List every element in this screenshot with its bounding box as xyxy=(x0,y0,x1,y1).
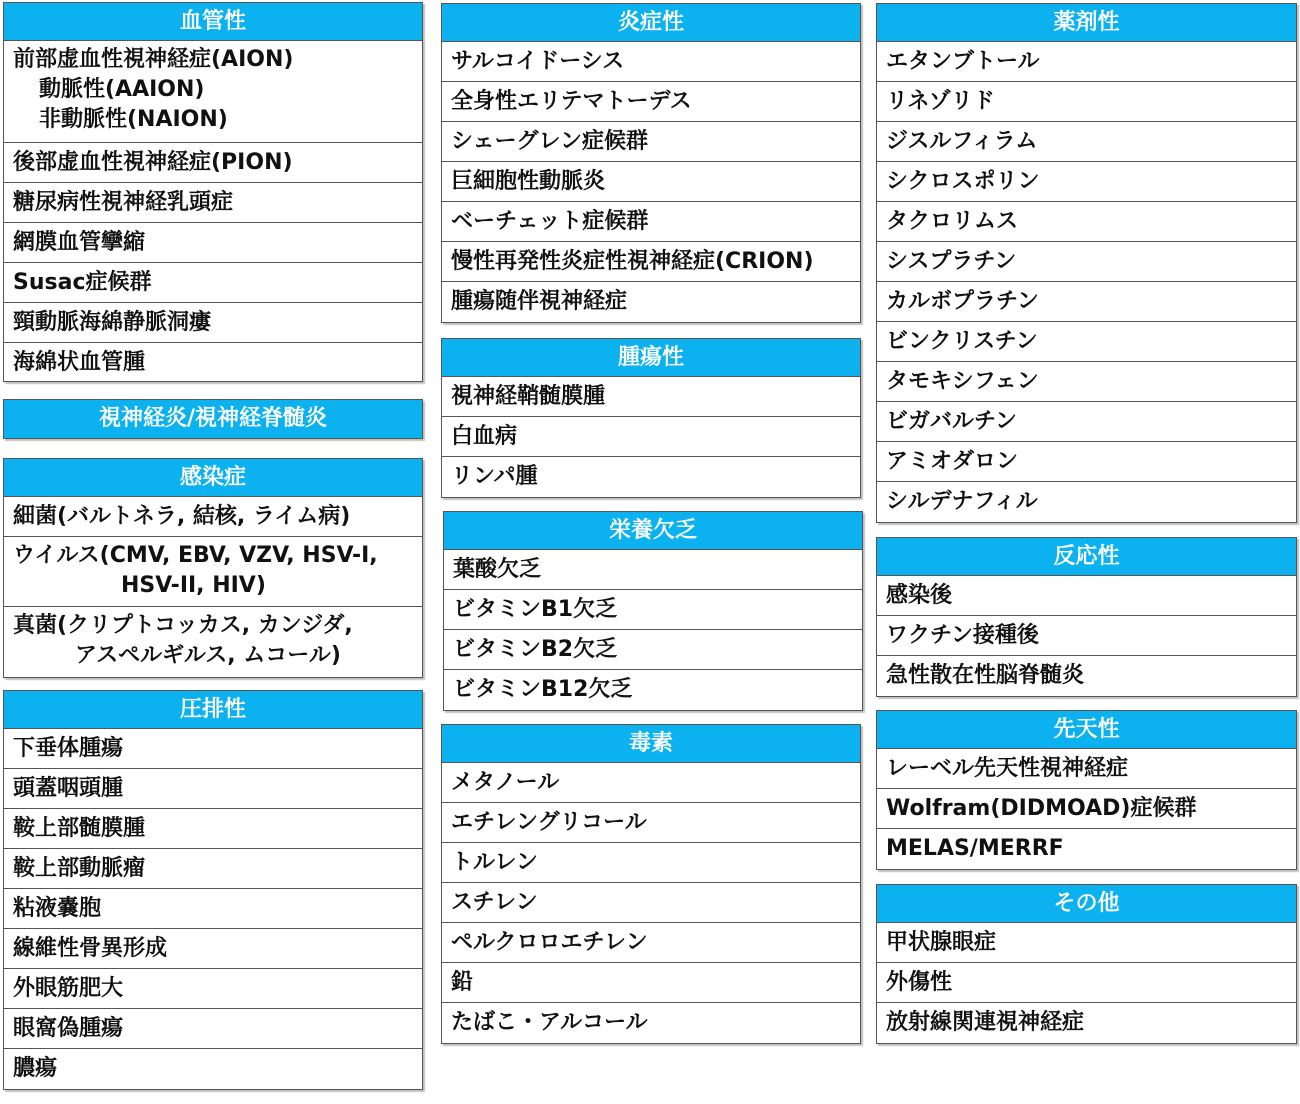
aaion-label: 動脈性(AAION) xyxy=(39,77,205,102)
inflammatory-header: 炎症性 xyxy=(442,4,860,42)
list-item: シルデナフィル xyxy=(886,489,1038,514)
virus-line-2: HSV-II, HIV) xyxy=(121,573,266,598)
list-item: エタンブトール xyxy=(877,42,1296,82)
list-item: 網膜血管攣縮 xyxy=(4,223,422,263)
list-item: エチレングリコール xyxy=(442,803,860,843)
toxic-header: 毒素 xyxy=(442,725,860,763)
list-item: 全身性エリテマトーデス xyxy=(442,82,860,122)
neoplastic-box xyxy=(441,338,861,498)
list-item: メタノール xyxy=(442,763,860,803)
list-item: 鞍上部髄膜腫 xyxy=(4,809,422,849)
list-item: 下垂体腫瘍 xyxy=(4,729,422,769)
list-item: カルボプラチン xyxy=(877,282,1296,322)
list-item: トルレン xyxy=(442,843,860,883)
list-item: Wolfram(DIDMOAD)症候群 xyxy=(877,789,1296,829)
list-item: シェーグレン症候群 xyxy=(442,122,860,162)
fungus-line-2: アスペルギルス, ムコール) xyxy=(75,643,341,668)
list-item: 海綿状血管腫 xyxy=(13,350,146,375)
other-header: その他 xyxy=(877,885,1296,923)
congenital-box xyxy=(876,710,1297,870)
list-item: MELAS/MERRF xyxy=(886,836,1064,861)
list-item: リンパ腫 xyxy=(451,464,538,489)
optic-neuritis-box xyxy=(3,399,423,439)
list-item: 眼窩偽腫瘍 xyxy=(4,1009,422,1049)
optic-neuritis-header: 視神経炎/視神経脊髄炎 xyxy=(4,400,422,438)
list-item: スチレン xyxy=(442,883,860,923)
list-item: 外眼筋肥大 xyxy=(4,969,422,1009)
drug-box xyxy=(876,3,1297,523)
list-item: 線維性骨異形成 xyxy=(4,929,422,969)
list-item: Susac症候群 xyxy=(4,263,422,303)
list-item: ビガバルチン xyxy=(877,402,1296,442)
fungus-line-1: 真菌(クリプトコッカス, カンジダ, xyxy=(13,613,353,638)
list-item: シスプラチン xyxy=(877,242,1296,282)
vascular-box xyxy=(3,2,423,382)
infection-header: 感染症 xyxy=(4,459,422,497)
reactive-box xyxy=(876,537,1297,697)
list-item: 慢性再発性炎症性視神経症(CRION) xyxy=(442,242,860,282)
list-item: ビタミンB2欠乏 xyxy=(444,630,862,670)
list-item: ビンクリスチン xyxy=(877,322,1296,362)
aion-row xyxy=(4,41,422,143)
reactive-header: 反応性 xyxy=(877,538,1296,576)
virus-row xyxy=(4,537,422,607)
bacteria-row: 細菌(バルトネラ, 結核, ライム病) xyxy=(4,497,422,537)
compressive-box xyxy=(3,690,423,1090)
list-item: 糖尿病性視神経乳頭症 xyxy=(4,183,422,223)
list-item: 頭蓋咽頭腫 xyxy=(4,769,422,809)
list-item: レーベル先天性視神経症 xyxy=(877,749,1296,789)
list-item: 葉酸欠乏 xyxy=(444,550,862,590)
list-item: シクロスポリン xyxy=(877,162,1296,202)
list-item: 鞍上部動脈瘤 xyxy=(4,849,422,889)
other-box xyxy=(876,884,1297,1044)
list-item: ビタミンB12欠乏 xyxy=(453,677,633,702)
inflammatory-box xyxy=(441,3,861,323)
list-item: たばこ・アルコール xyxy=(451,1010,648,1035)
list-item: 視神経鞘髄膜腫 xyxy=(442,377,860,417)
naion-label: 非動脈性(NAION) xyxy=(39,107,228,132)
infection-box xyxy=(3,458,423,678)
list-item: 外傷性 xyxy=(877,963,1296,1003)
list-item: 鉛 xyxy=(442,963,860,1003)
list-item: 膿瘍 xyxy=(13,1056,58,1081)
aion-label: 前部虚血性視神経症(AION) xyxy=(13,47,294,72)
list-item: 甲状腺眼症 xyxy=(877,923,1296,963)
list-item: 白血病 xyxy=(442,417,860,457)
list-item: 後部虚血性視神経症(PION) xyxy=(4,143,422,183)
list-item: 腫瘍随伴視神経症 xyxy=(451,289,628,314)
list-item: リネゾリド xyxy=(877,82,1296,122)
list-item: 粘液嚢胞 xyxy=(4,889,422,929)
list-item: 頸動脈海綿静脈洞瘻 xyxy=(4,303,422,343)
list-item: サルコイドーシス xyxy=(442,42,860,82)
list-item: ワクチン接種後 xyxy=(877,616,1296,656)
nutritional-header: 栄養欠乏 xyxy=(444,512,862,550)
virus-line-1: ウイルス(CMV, EBV, VZV, HSV-I, xyxy=(13,543,378,568)
list-item: タクロリムス xyxy=(877,202,1296,242)
vascular-header: 血管性 xyxy=(4,3,422,41)
list-item: ペルクロロエチレン xyxy=(442,923,860,963)
list-item: タモキシフェン xyxy=(877,362,1296,402)
neoplastic-header: 腫瘍性 xyxy=(442,339,860,377)
toxic-box xyxy=(441,724,861,1044)
compressive-header: 圧排性 xyxy=(4,691,422,729)
list-item: 急性散在性脳脊髄炎 xyxy=(886,663,1085,688)
list-item: 感染後 xyxy=(877,576,1296,616)
list-item: ビタミンB1欠乏 xyxy=(444,590,862,630)
fungus-row xyxy=(4,607,422,677)
list-item: 放射線関連視神経症 xyxy=(886,1010,1085,1035)
drug-header: 薬剤性 xyxy=(877,4,1296,42)
list-item: ベーチェット症候群 xyxy=(442,202,860,242)
list-item: ジスルフィラム xyxy=(877,122,1296,162)
congenital-header: 先天性 xyxy=(877,711,1296,749)
list-item: アミオダロン xyxy=(877,442,1296,482)
list-item: 巨細胞性動脈炎 xyxy=(442,162,860,202)
nutritional-box xyxy=(443,511,863,711)
